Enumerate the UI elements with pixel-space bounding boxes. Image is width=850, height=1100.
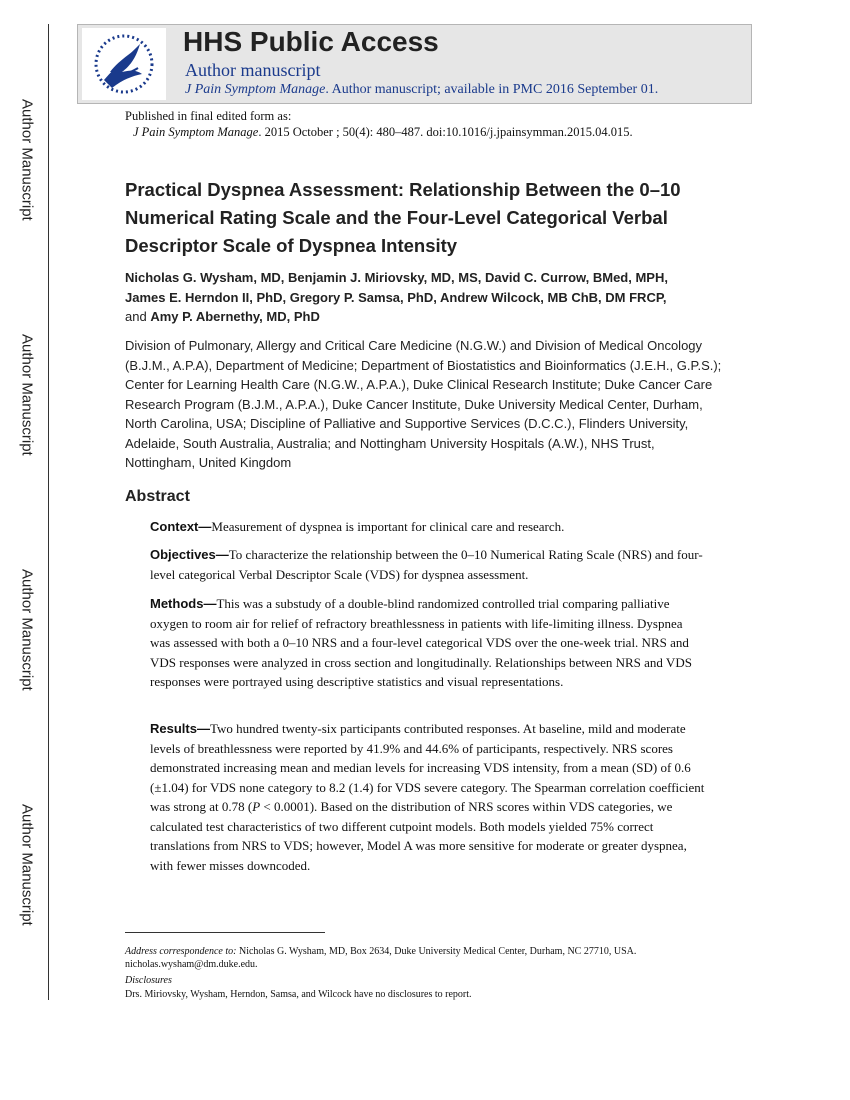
objectives-text: To characterize the relationship between the 0–10 Numerical Rating Scale (NRS) and four-level categorical Verbal Descriptor Scale (VDS) for dyspnea assessment. (150, 547, 703, 582)
hhs-logo-icon (82, 28, 166, 100)
sidebar-label-1: Author Manuscript (18, 99, 36, 221)
context-label: Context— (150, 519, 212, 534)
citation (133, 125, 633, 140)
affiliations: Division of Pulmonary, Allergy and Critical Care Medicine (N.G.W.) and Division of Medical Oncology (B.J.M., A.P.A), Department of Medicine; Department of Biostatistics and Bioinformatics (J.E.H., G.P.S.); Center for Learning Health Care (N.G.W., A.P.A.), Duke Clinical Research Institute; Duke Cancer Care Research Program (B.J.M., A.P.A.), Duke Cancer Institute, Duke University Medical Center, Durham, North Carolina, USA; Discipline of Palliative and Supportive Services (D.C.C.), Flinders University, Adelaide, South Australia, Australia; and Nottingham University Hospitals (A.W.), NHS Trust, Nottingham, United Kingdom (125, 338, 722, 470)
results-text-b: < 0.0001). Based on the distribution of NRS scores within VDS categories, we calculated test characteristics of two different cutpoint models. Both models yielded 75% correct translations from NRS to VDS; however, Model A was more sensitive for moderate or greater dyspnea, with fewer misses downcoded. (150, 799, 687, 873)
footnote-address (125, 945, 725, 971)
hhs-availability-text: . Author manuscript; available in PMC 2016 September 01. (325, 82, 659, 97)
author-list (125, 268, 725, 327)
results-p: P (252, 799, 261, 814)
disclosures-text: Drs. Miriovsky, Wysham, Herndon, Samsa, and Wilcock have no disclosures to report. (125, 989, 472, 1000)
sidebar-label-2: Author Manuscript (18, 334, 36, 456)
authors-line-1: Nicholas G. Wysham, MD, Benjamin J. Miriovsky, MD, MS, David C. Currow, BMed, MPH, (125, 270, 668, 285)
sidebar-label-3: Author Manuscript (18, 569, 36, 691)
citation-journal: J Pain Symptom Manage (133, 125, 259, 139)
hhs-subtitle: Author manuscript (185, 60, 321, 80)
authors-and: and (125, 309, 147, 324)
hhs-eagle-seal-icon (82, 28, 166, 100)
address-text: Nicholas G. Wysham, MD, Box 2634, Duke University Medical Center, Durham, NC 27710, USA. nicholas.wysham@dm.duke.edu. (125, 946, 637, 970)
sidebar-divider (48, 24, 49, 1000)
address-label: Address correspondence to: (125, 946, 237, 957)
objectives-label: Objectives— (150, 547, 229, 562)
abstract-results (150, 719, 705, 875)
methods-label: Methods— (150, 596, 217, 611)
published-label: Published in final edited form as: (125, 109, 292, 123)
authors-last: Amy P. Abernethy, MD, PhD (150, 309, 320, 324)
hhs-availability (185, 82, 658, 98)
sidebar-label-4: Author Manuscript (18, 804, 36, 926)
results-text-a: Two hundred twenty-six participants contributed responses. At baseline, mild and moderate levels of breathlessness were reported by 41.9% and 44.6% of participants, respectively. NRS scores demonstrated increasing mean and median levels for increasing VDS intensity, from a mean (SD) of 0.6 (±1.04) for VDS none category to 8.2 (1.4) for VDS severe category. The Spearman correlation coefficient was strong at 0.78 ( (150, 721, 705, 814)
abstract-heading: Abstract (125, 488, 190, 505)
results-label: Results— (150, 721, 210, 736)
article-title: Practical Dyspnea Assessment: Relationship Between the 0–10 Numerical Rating Scale and the Four-Level Categorical Verbal Descriptor Scale of Dyspnea Intensity (125, 179, 681, 256)
authors-line-2: James E. Herndon II, PhD, Gregory P. Samsa, PhD, Andrew Wilcock, MB ChB, DM FRCP, (125, 289, 667, 305)
disclosures-heading: Disclosures (125, 975, 172, 986)
hhs-journal: J Pain Symptom Manage (185, 82, 326, 97)
methods-text: This was a substudy of a double-blind randomized controlled trial comparing palliative oxygen to room air for relief of refractory breathlessness in patients with life-limiting illness. Dyspnea was assessed with both a 0–10 NRS and a four-level categorical VDS over the one-week trial. NRS and VDS responses were analyzed in cross section and longitudinally. Relationships between NRS and VDS responses were portrayed using descriptive statistics and visual representations. (150, 596, 692, 689)
hhs-title: HHS Public Access (183, 26, 439, 57)
citation-details: . 2015 October ; 50(4): 480–487. doi:10.1016/j.jpainsymman.2015.04.015. (258, 125, 633, 139)
abstract-context (150, 517, 705, 537)
hhs-header (77, 24, 752, 104)
abstract-objectives (150, 545, 705, 584)
abstract-methods (150, 594, 705, 692)
context-text: Measurement of dyspnea is important for clinical care and research. (211, 519, 565, 534)
footnote-divider (125, 932, 325, 933)
